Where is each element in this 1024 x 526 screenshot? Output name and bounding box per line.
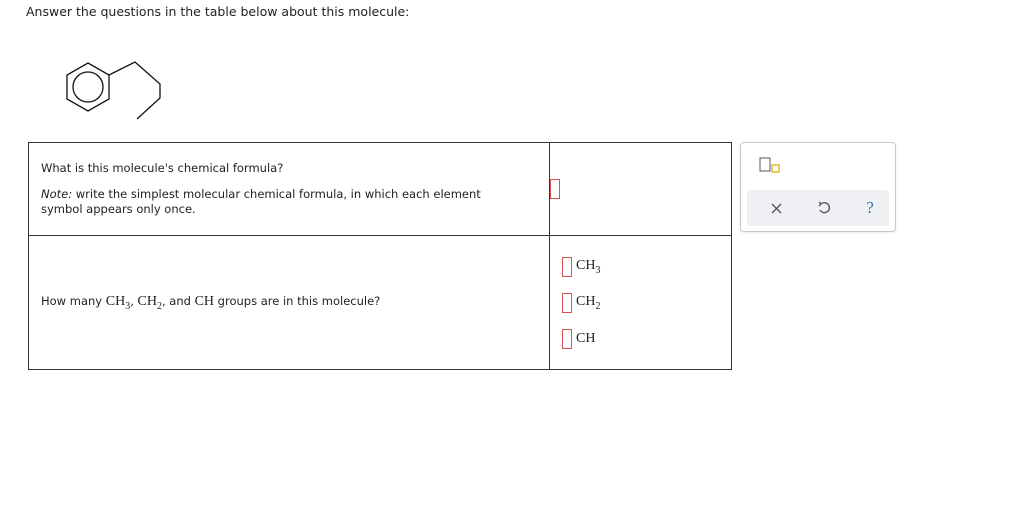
ch-answer-label [576,331,595,347]
question-table [28,142,732,370]
ch3-base: CH [105,293,126,309]
ch2-answer-base: CH [576,293,596,309]
toolbox-button-bar [747,190,889,226]
undo-button[interactable] [813,197,835,219]
answer-cell-groups [550,236,732,370]
ch3-count-input[interactable] [562,257,572,277]
instruction-text: Answer the questions in the table below about this molecule: [26,4,410,19]
groups-question-suffix: groups are in this molecule? [214,293,381,308]
superscript-template-icon[interactable] [759,157,781,175]
ch2-base: CH [137,293,157,309]
ch2-sub: 2 [156,300,162,312]
note-text: write the simplest molecular chemical formula, in which each element symbol appears only once. [41,187,481,216]
ch2-count-input[interactable] [562,293,572,313]
ch3-label [105,293,131,312]
formula-note [41,187,511,217]
formula-answer-input[interactable] [550,179,560,199]
ch3-answer-label [576,258,600,276]
ch-label: CH [194,293,215,309]
question-row-groups [29,236,732,370]
ch2-answer-row [550,285,731,321]
groups-question-sep1: , [130,293,138,308]
groups-question-sep2: , and [161,293,195,308]
ch-count-input[interactable] [562,329,572,349]
undo-icon [817,201,831,215]
groups-question-prefix: How many [41,293,106,308]
answer-toolbox [740,142,896,232]
question-row-formula [29,143,732,236]
help-button[interactable]: ? [866,198,874,217]
ch3-answer-base: CH [576,257,596,273]
clear-button[interactable] [765,197,787,219]
answer-cell-formula [550,143,732,236]
note-label: Note: [41,187,73,201]
ch3-answer-sub: 3 [595,264,601,276]
ch3-sub: 3 [125,300,131,312]
ch2-label [137,293,162,312]
question-cell-formula [29,143,550,236]
ch2-answer-label [576,294,600,312]
molecule-structure-icon [56,56,166,126]
ch3-answer-row [550,249,731,285]
ch2-answer-sub: 2 [595,300,601,312]
question-cell-groups [29,236,550,370]
formula-question-text: What is this molecule's chemical formula? [41,161,284,175]
ch-answer-row [550,321,731,357]
ch-answer-base: CH [576,330,596,346]
close-icon [771,203,782,214]
